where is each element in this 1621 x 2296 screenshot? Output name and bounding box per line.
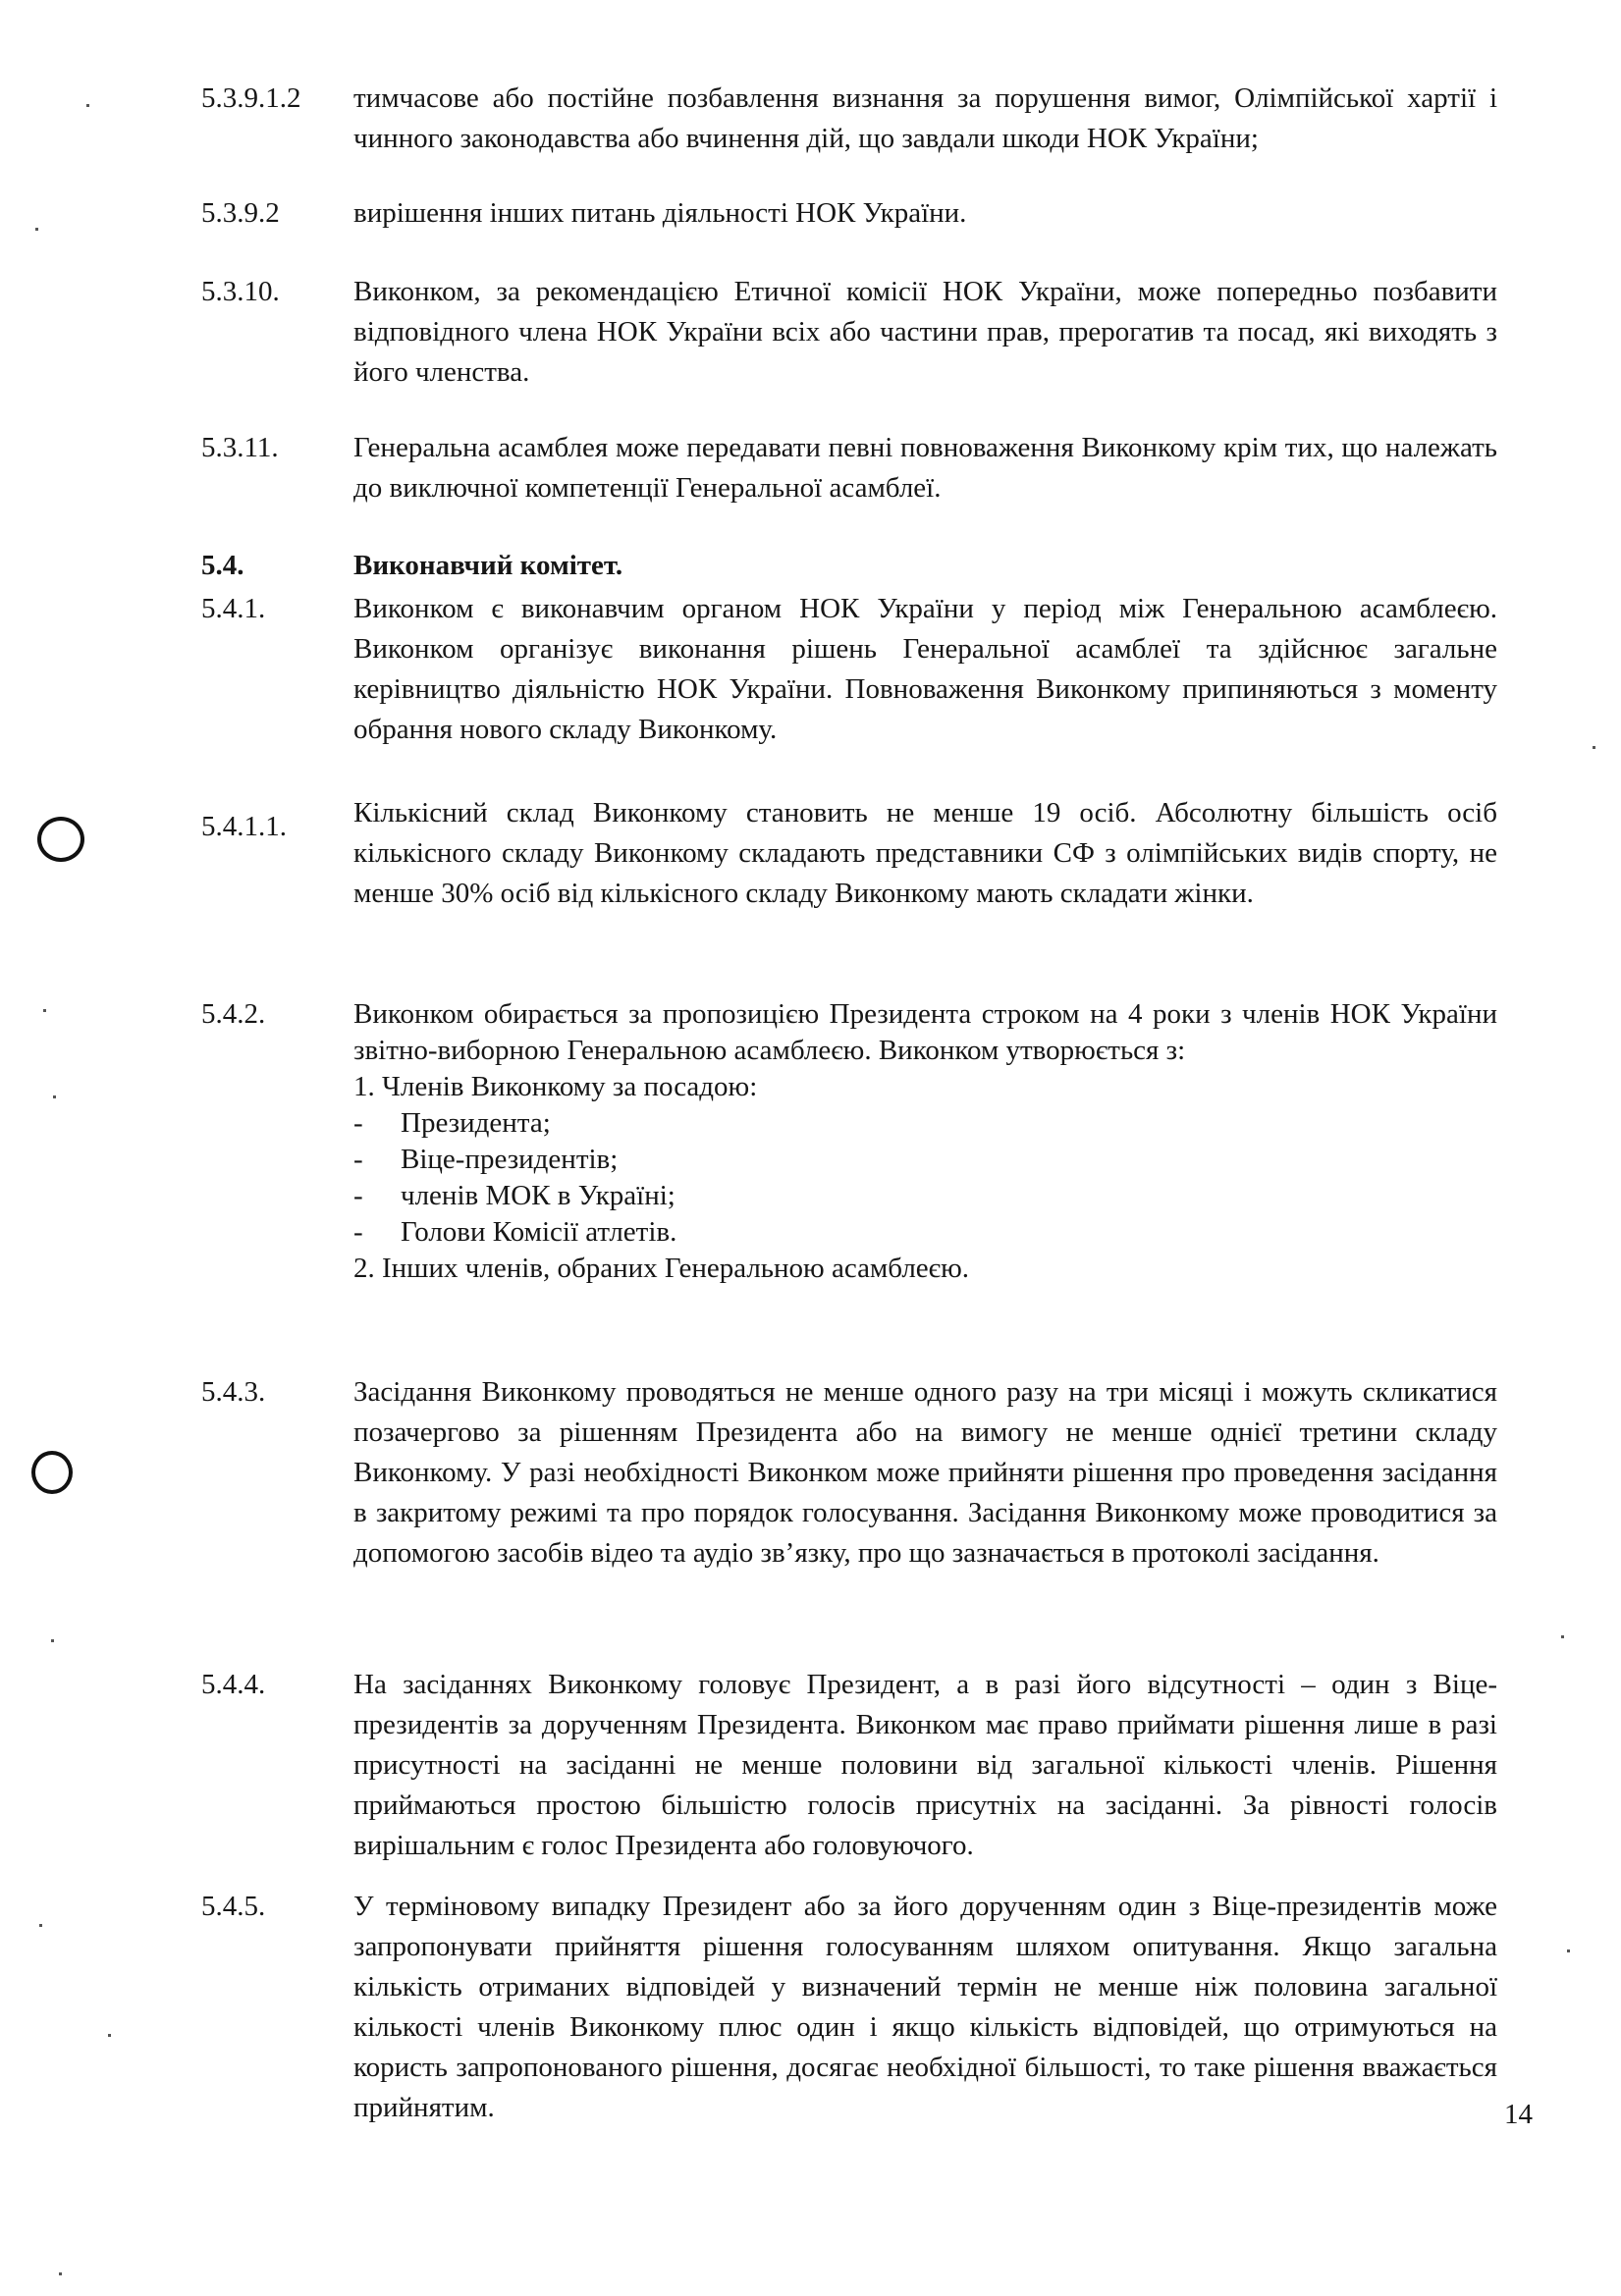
- clause-row: [201, 193, 1497, 234]
- scan-speck: [59, 2272, 62, 2275]
- clause-body: [353, 996, 1497, 1287]
- scan-speck: [35, 228, 38, 231]
- clause-text: вирішення інших питань діяльності НОК України.: [353, 197, 967, 229]
- clause-text: Виконком є виконавчим органом НОК України у період між Генеральною асамблеєю. Виконком організує виконання рішень Генеральної асамблеї та здійснює загальне керівництво діяльністю НОК України. Повноваження Виконкому припиняються з моменту обрання нового складу Виконкому.: [353, 593, 1497, 745]
- clause-row: [201, 1887, 1497, 2128]
- scan-speck: [1567, 1949, 1570, 1952]
- scan-speck: [108, 2034, 111, 2037]
- clause-number: 5.4.1.1.: [201, 811, 287, 842]
- clause-number: 5.4.4.: [201, 1669, 266, 1700]
- clause-row: [201, 428, 1497, 508]
- clause-row: [201, 996, 1497, 1287]
- list-item: - Голови Комісії атлетів.: [353, 1216, 677, 1248]
- clause-row: [201, 589, 1497, 750]
- clause-row: [201, 272, 1497, 393]
- clause-text: Генеральна асамблея може передавати певні повноваження Виконкому крім тих, що належать до виключної компетенції Генеральної асамблеї.: [353, 432, 1497, 504]
- clause-text: Виконком обирається за пропозицією Президента строком на 4 роки з членів НОК України звітно-виборною Генеральною асамблеєю. Виконком утворюється з:: [353, 998, 1497, 1066]
- clause-row: [201, 1665, 1497, 1866]
- clause-row: [201, 1372, 1497, 1574]
- list-item: - Президента;: [353, 1107, 551, 1139]
- scan-speck: [86, 104, 89, 107]
- list-item: - членів МОК в Україні;: [353, 1180, 675, 1211]
- binder-hole-mark: [37, 817, 84, 862]
- clause-text: Засідання Виконкому проводяться не менше одного разу на три місяці і можуть скликатися позачергово за рішенням Президента або на вимогу не менше однієї третини складу Виконкому. У разі необхідності Виконком може прийняти рішення про проведення засідання в закритому режимі та про порядок голосування. Засідання Виконкому може проводитися за допомогою засобів відео та аудіо зв’язку, про що зазначається в протоколі засідання.: [353, 1376, 1497, 1569]
- clause-number: 5.3.10.: [201, 276, 280, 307]
- section-heading-row: [201, 546, 1497, 586]
- scan-speck: [51, 1639, 54, 1642]
- scan-speck: [1593, 746, 1595, 749]
- clause-text: Виконком, за рекомендацією Етичної комісії НОК України, може попередньо позбавити відповідного члена НОК України всіх або частини прав, прерогатив та посад, які виходять з його членства.: [353, 276, 1497, 388]
- list-end: 2. Інших членів, обраних Генеральною асамблеєю.: [353, 1253, 970, 1284]
- clause-number: 5.4.3.: [201, 1376, 266, 1408]
- binder-hole-mark: [31, 1451, 73, 1494]
- clause-number: 5.3.11.: [201, 432, 279, 463]
- section-heading: Виконавчий комітет.: [353, 550, 623, 581]
- clause-number: 5.3.9.2: [201, 197, 280, 229]
- list-item: - Віце-президентів;: [353, 1144, 619, 1175]
- list-title: 1. Членів Виконкому за посадою:: [353, 1071, 758, 1102]
- clause-text: Кількісний склад Виконкому становить не менше 19 осіб. Абсолютну більшість осіб кількісного складу Виконкому складають представники СФ з олімпійських видів спорту, не менше 30% осіб від кількісного складу Виконкому мають складати жінки.: [353, 797, 1497, 909]
- clause-text: тимчасове або постійне позбавлення визнання за порушення вимог, Олімпійської хартії і чинного законодавства або вчинення дій, що завдали шкоди НОК України;: [353, 82, 1497, 154]
- clause-row: [201, 793, 1497, 914]
- clause-row: [201, 79, 1497, 159]
- clause-text: На засіданнях Виконкому головує Президент, а в разі його відсутності – один з Віце-президентів за дорученням Президента. Виконком має право приймати рішення лише в разі присутності на засіданні не менше половини від загальної кількості членів. Рішення приймаються простою більшістю голосів присутніх на засіданні. За рівності голосів вирішальним є голос Президента або головуючого.: [353, 1669, 1497, 1861]
- clause-text: У терміновому випадку Президент або за його дорученням один з Віце-президентів може запропонувати прийняття рішення голосуванням шляхом опитування. Якщо загальна кількість отриманих відповідей у визначений термін не менше ніж половина загальної кількості членів Виконкому плюс один і якщо кількість відповідей, що отримуються на користь запропонованого рішення, досягає необхідної більшості, то таке рішення вважається прийнятим.: [353, 1891, 1497, 2123]
- page-number: 14: [1504, 2099, 1533, 2130]
- section-number: 5.4.: [201, 550, 244, 581]
- clause-number: 5.4.5.: [201, 1891, 266, 1922]
- scan-speck: [43, 1009, 46, 1012]
- clause-number: 5.4.2.: [201, 998, 266, 1030]
- clause-number: 5.3.9.1.2: [201, 82, 301, 114]
- clause-number: 5.4.1.: [201, 593, 266, 624]
- scan-speck: [53, 1095, 56, 1098]
- scan-speck: [1561, 1635, 1564, 1638]
- scan-speck: [39, 1924, 42, 1927]
